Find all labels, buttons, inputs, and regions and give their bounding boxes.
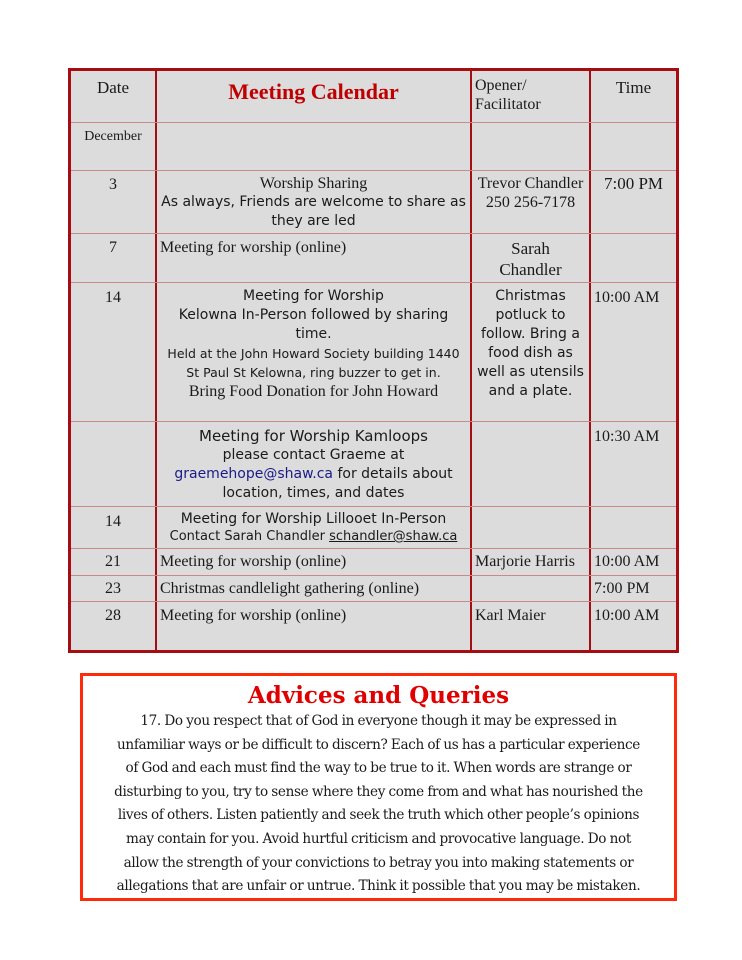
month-opener-cell <box>470 123 589 170</box>
header-time <box>589 71 676 122</box>
row-date <box>71 283 155 421</box>
table-row <box>71 422 676 507</box>
opener-line: Sarah <box>511 239 550 258</box>
time-text: 7:00 PM <box>603 174 664 193</box>
row-opener <box>470 576 589 601</box>
date-text: 14 <box>105 513 121 530</box>
row-time <box>589 507 676 548</box>
event-contact: Contact Sarah Chandler <box>169 529 330 544</box>
event-text: Meeting for worship (online) <box>160 553 347 570</box>
row-date <box>71 576 155 601</box>
date-text: 28 <box>105 607 121 624</box>
table-row <box>71 576 676 602</box>
opener-line: follow. Bring a <box>481 326 580 342</box>
advices-line: 17. Do you respect that of God in everyone though it may be expressed in <box>140 713 617 729</box>
row-event <box>155 234 470 282</box>
opener-line: well as utensils <box>477 364 584 380</box>
email-link[interactable]: schandler@shaw.ca <box>329 529 458 544</box>
advices-line: unfamiliar ways or be difficult to discern? Each of us has a particular experience <box>117 736 640 753</box>
event-small-line: Held at the John Howard Society building 1440 <box>167 346 460 361</box>
date-text: 14 <box>105 289 121 306</box>
opener-name: Trevor Chandler <box>477 175 584 192</box>
month-text: December <box>84 129 142 144</box>
time-text: 10:30 AM <box>594 428 660 445</box>
event-line: location, times, and dates <box>222 485 405 501</box>
event-small-line: St Paul St Kelowna, ring buzzer to get in. <box>186 365 441 380</box>
opener-phone: 250 256-7178 <box>485 194 576 211</box>
date-text: 7 <box>109 239 117 256</box>
date-text: 23 <box>105 580 121 597</box>
row-time <box>589 422 676 506</box>
advices-title: Advices and Queries <box>247 682 510 709</box>
calendar-title: Meeting Calendar <box>228 79 399 104</box>
row-opener <box>470 422 589 506</box>
event-line: please contact Graeme at <box>222 447 405 463</box>
advices-line: allegations that are unfair or untrue. Think it possible that you may be mistaken. <box>116 878 641 895</box>
row-time <box>589 283 676 421</box>
date-text: 21 <box>105 553 121 570</box>
event-title: Meeting for Worship Kamloops <box>199 427 428 445</box>
row-event <box>155 171 470 233</box>
row-time <box>589 171 676 233</box>
advices-line: allow the strength of your convictions to betray you into making statements or <box>123 854 634 871</box>
row-opener <box>470 283 589 421</box>
header-date <box>71 71 155 122</box>
table-row <box>71 507 676 549</box>
row-event <box>155 602 470 650</box>
opener-line: potluck to <box>495 307 566 323</box>
event-text: Meeting for worship (online) <box>160 607 347 624</box>
email-link[interactable]: graemehope@shaw.ca <box>174 466 334 482</box>
header-opener <box>470 71 589 122</box>
event-line: they are led <box>271 213 356 229</box>
month-label <box>71 123 155 170</box>
row-event <box>155 422 470 506</box>
row-date <box>71 602 155 650</box>
time-text: 10:00 AM <box>594 553 660 570</box>
row-time <box>589 549 676 575</box>
time-text: 10:00 AM <box>594 607 660 624</box>
row-date <box>71 234 155 282</box>
event-line-rest: for details about <box>333 466 453 482</box>
advices-line: lives of others. Listen patiently and seek the truth which other people’s opinions <box>117 807 640 824</box>
event-title: Meeting for Worship Lillooet In-Person <box>180 511 447 527</box>
advices-and-queries-box <box>80 673 677 901</box>
row-date <box>71 507 155 548</box>
row-time <box>589 576 676 601</box>
row-time <box>589 234 676 282</box>
row-event <box>155 283 470 421</box>
event-donation-note: Bring Food Donation for John Howard <box>188 383 439 400</box>
row-opener <box>470 171 589 233</box>
table-row <box>71 234 676 283</box>
event-line: time. <box>295 326 332 342</box>
row-date <box>71 422 155 506</box>
header-opener-line1: Opener/ <box>475 77 527 94</box>
header-time-label: Time <box>615 78 652 97</box>
opener-line: Chandler <box>499 260 562 279</box>
event-title: Meeting for Worship <box>243 288 384 304</box>
event-line: Kelowna In-Person followed by sharing <box>178 307 449 323</box>
date-text: 3 <box>109 176 117 193</box>
event-line <box>157 465 470 484</box>
row-event <box>155 507 470 548</box>
meeting-calendar-table <box>68 68 679 653</box>
advices-body <box>86 710 671 899</box>
table-row <box>71 283 676 422</box>
row-opener <box>470 507 589 548</box>
row-opener <box>470 602 589 650</box>
opener-text: Karl Maier <box>475 607 546 624</box>
time-text: 7:00 PM <box>594 580 650 597</box>
opener-line: Christmas <box>495 288 566 304</box>
row-opener <box>470 234 589 282</box>
month-row <box>71 123 676 171</box>
row-time <box>589 602 676 650</box>
row-opener <box>470 549 589 575</box>
opener-line: and a plate. <box>488 383 573 399</box>
table-row <box>71 171 676 234</box>
table-row <box>71 549 676 576</box>
advices-line: of God and each must find the way to be true to it. When words are strange or <box>125 760 632 777</box>
event-text: Meeting for worship (online) <box>160 239 347 256</box>
header-row <box>71 71 676 123</box>
opener-line: food dish as <box>488 345 573 361</box>
advices-line: may contain for you. Avoid hurtful criticism and provocative language. Do not <box>126 830 631 847</box>
event-text: Christmas candlelight gathering (online) <box>160 580 420 597</box>
month-event-cell <box>155 123 470 170</box>
row-event <box>155 576 470 601</box>
event-contact-line <box>157 528 470 546</box>
header-opener-line2: Facilitator <box>475 96 541 113</box>
header-date-label: Date <box>96 78 130 97</box>
row-event <box>155 549 470 575</box>
opener-text: Marjorie Harris <box>475 553 575 570</box>
time-text: 10:00 AM <box>594 289 660 306</box>
month-time-cell <box>589 123 676 170</box>
calendar-title-cell <box>155 71 470 122</box>
event-line: As always, Friends are welcome to share as <box>161 194 466 210</box>
table-row <box>71 602 676 650</box>
advices-line: disturbing to you, try to sense where they come from and what has nourished the <box>114 783 643 800</box>
event-title: Worship Sharing <box>259 175 368 192</box>
row-date <box>71 549 155 575</box>
row-date <box>71 171 155 233</box>
